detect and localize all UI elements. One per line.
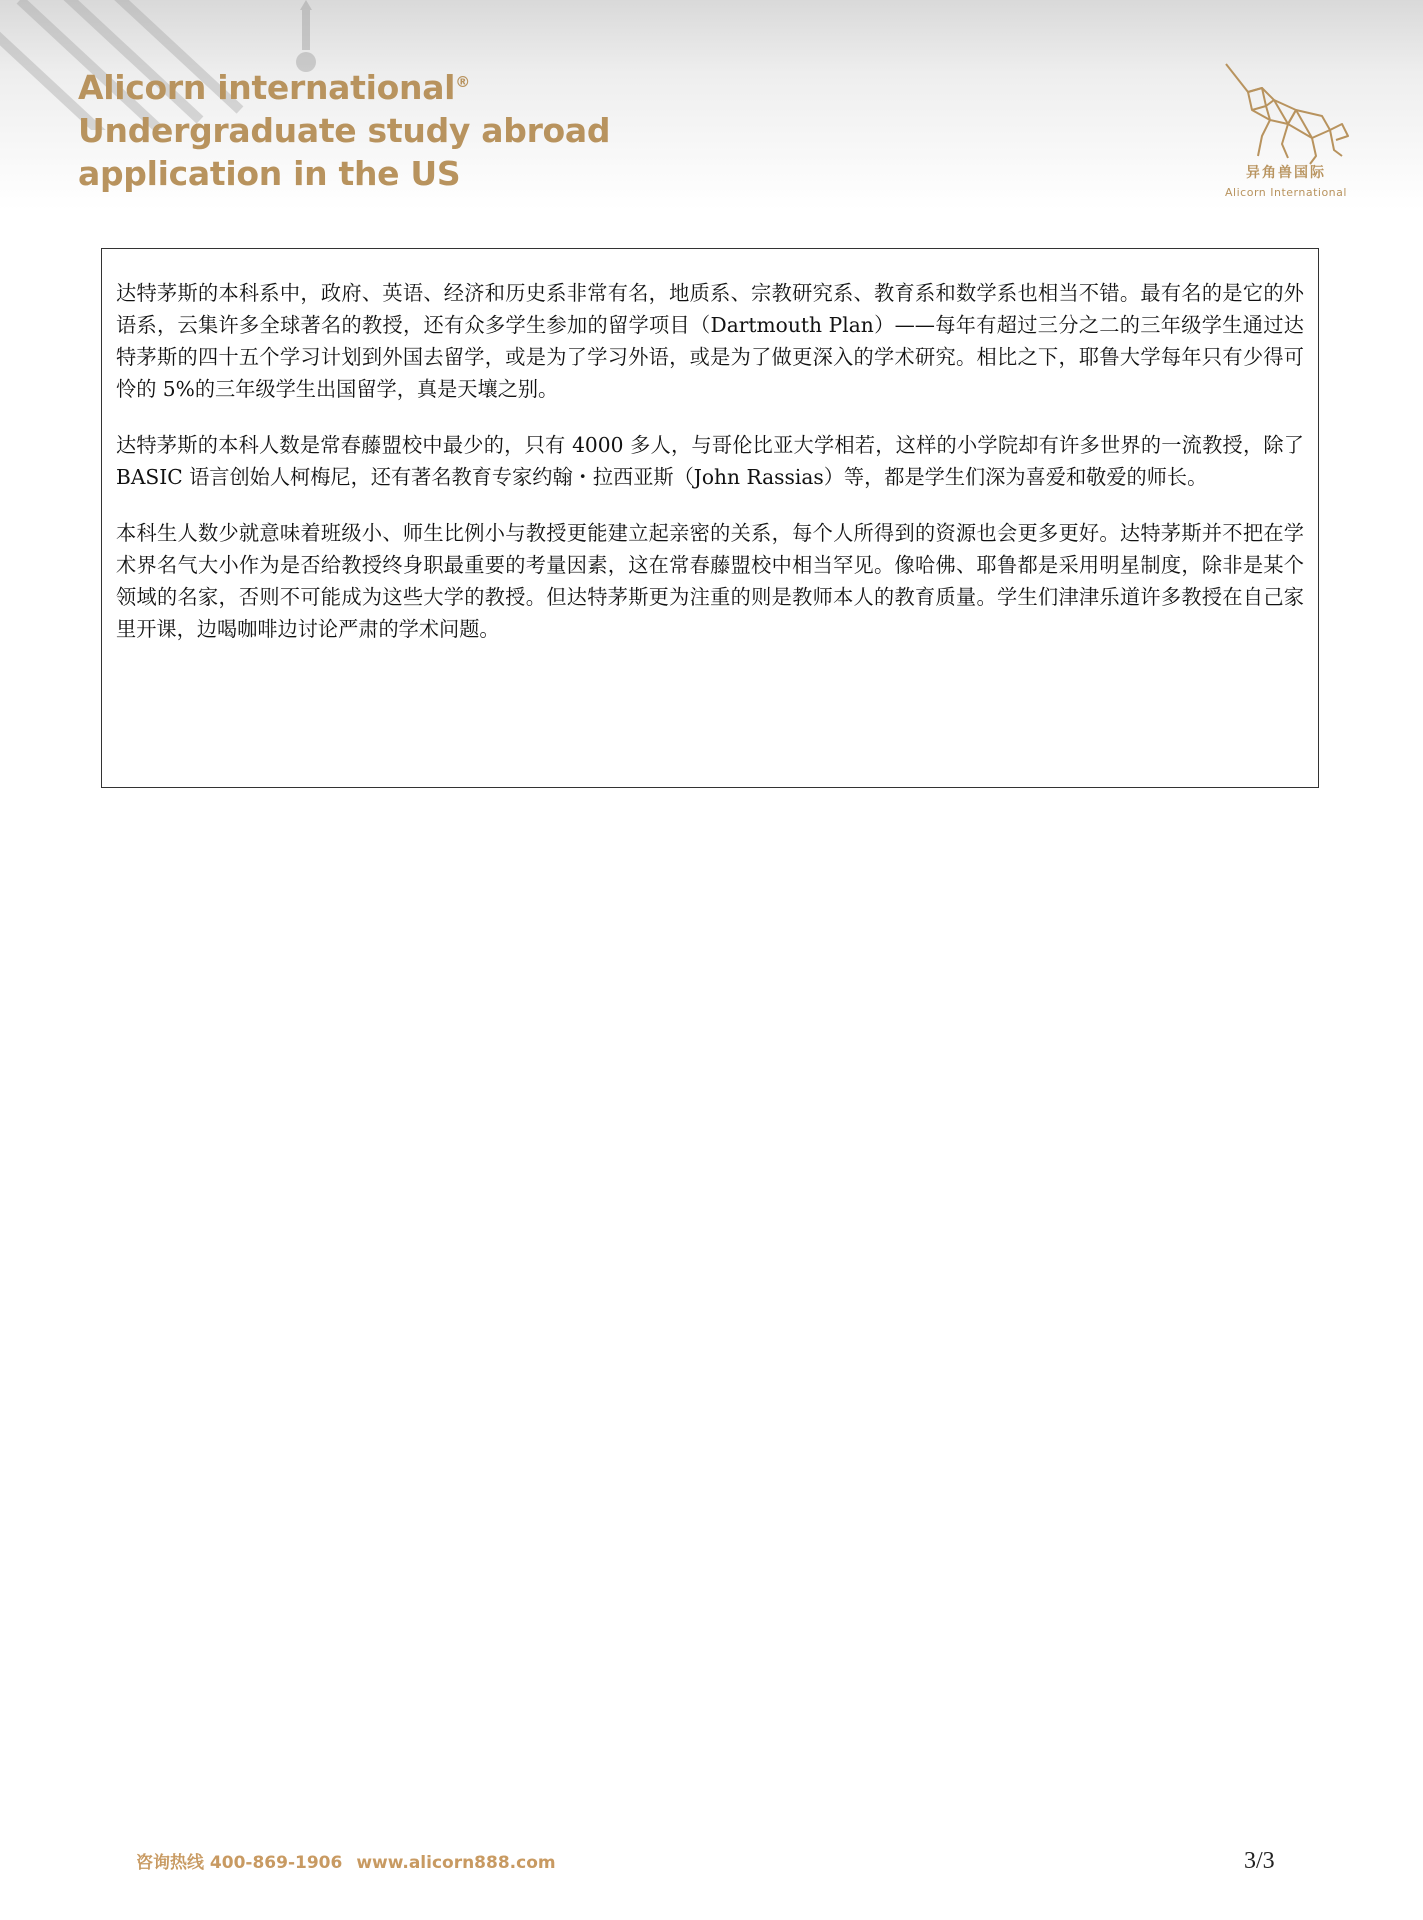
footer-contact [136,1848,556,1873]
paragraph-3: 本科生人数少就意味着班级小、师生比例小与教授更能建立起亲密的关系，每个人所得到的资源也会更多更好。达特茅斯并不把在学术界名气大小作为是否给教授终身职最重要的考量因素，这在常春藤盟校中相当罕见。像哈佛、耶鲁都是采用明星制度，除非是某个领域的名家，否则不可能成为这些大学的教授。但达特茅斯更为注重的则是教师本人的教育质量。学生们津津乐道许多教授在自己家里开课，边喝咖啡边讨论严肃的学术问题。 [116,521,1304,641]
brand-title [78,66,610,195]
hotline: 咨询热线 400-869-1906 [136,1853,343,1873]
brand-name: Alicorn international [78,68,456,107]
registered-mark: ® [455,73,470,91]
content-box [101,248,1319,788]
paragraph-1: 达特茅斯的本科系中，政府、英语、经济和历史系非常有名，地质系、宗教研究系、教育系和数学系也相当不错。最有名的是它的外语系，云集许多全球著名的教授，还有众多学生参加的留学项目（Dartmouth Plan）——每年有超过三分之二的三年级学生通过达特茅斯的四十五个学习计划到外国去留学，或是为了学习外语，或是为了做更深入的学术研究。相比之下，耶鲁大学每年只有少得可怜的 5%的三年级学生出国留学，真是天壤之别。 [116,281,1304,401]
logo-english-name: Alicorn International [1225,186,1347,199]
brand-line-2: Undergraduate study abroad [78,111,611,150]
brand-line-3: application in the US [78,154,461,193]
brand-line-1 [78,66,610,109]
logo-chinese-name: 异角兽国际 [1246,165,1326,181]
page-number: 3/3 [1244,1848,1275,1874]
website-link[interactable]: www.alicorn888.com [356,1853,556,1873]
alicorn-unicorn-logo-icon [1218,58,1354,206]
paragraph-2: 达特茅斯的本科人数是常春藤盟校中最少的，只有 4000 多人，与哥伦比亚大学相若，这样的小学院却有许多世界的一流教授，除了 BASIC 语言创始人柯梅尼，还有著名教育专家约翰・拉西亚斯（John Rassias）等，都是学生们深为喜爱和敬爱的师长。 [116,433,1304,489]
